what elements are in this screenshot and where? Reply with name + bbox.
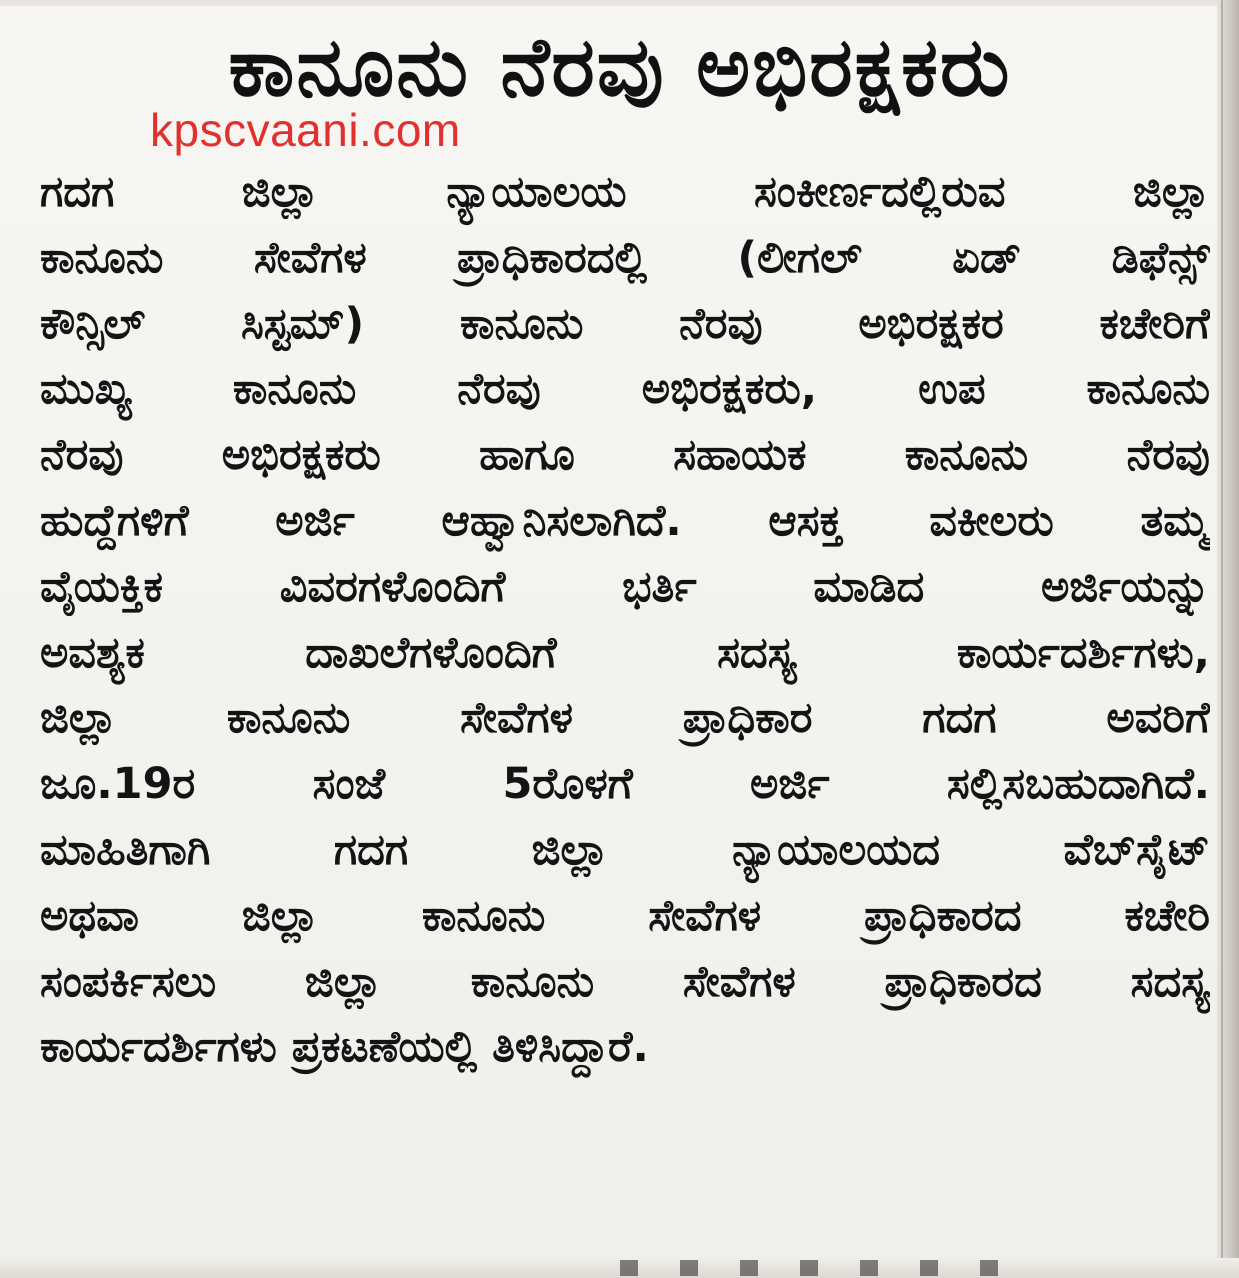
body-line: ಗದಗ ಜಿಲ್ಲಾ ನ್ಯಾಯಾಲಯ ಸಂಕೀರ್ಣದಲ್ಲಿರುವ ಜಿಲ್ಲಾ bbox=[40, 167, 1210, 217]
body-line: ವೈಯಕ್ತಿಕ ವಿವರಗಳೊಂದಿಗೆ ಭರ್ತಿ ಮಾಡಿದ ಅರ್ಜಿಯನ್ನು bbox=[40, 561, 1210, 612]
body-line: ಕಾನೂನು ಸೇವೆಗಳ ಪ್ರಾಧಿಕಾರದಲ್ಲಿ (ಲೀಗಲ್ ಏಡ್ ಡಿಫೆನ್ಸ್ bbox=[40, 232, 1210, 283]
body-line: ಮುಖ್ಯ ಕಾನೂನು ನೆರವು ಅಭಿರಕ್ಷಕರು, ಉಪ ಕಾನೂನು bbox=[40, 364, 1210, 415]
bottom-border bbox=[0, 1258, 1239, 1278]
body-line: ಜೂ.19ರ ಸಂಜೆ 5ರೊಳಗೆ ಅರ್ಜಿ ಸಲ್ಲಿಸಬಹುದಾಗಿದೆ. bbox=[40, 759, 1210, 810]
body-line: ಕೌನ್ಸಿಲ್ ಸಿಸ್ಟಮ್) ಕಾನೂನು ನೆರವು ಅಭಿರಕ್ಷಕರ ಕಚೇರಿಗೆ bbox=[40, 298, 1210, 349]
top-border bbox=[0, 0, 1239, 6]
page-edge-shadow bbox=[1217, 0, 1239, 1278]
article-body bbox=[40, 160, 1210, 1081]
body-line: ಹುದ್ದೆಗಳಿಗೆ ಅರ್ಜಿ ಆಹ್ವಾನಿಸಲಾಗಿದೆ. ಆಸಕ್ತ ವಕೀಲರು ತಮ್ಮ bbox=[40, 495, 1210, 546]
body-line: ನೆರವು ಅಭಿರಕ್ಷಕರು ಹಾಗೂ ಸಹಾಯಕ ಕಾನೂನು ನೆರವು bbox=[40, 430, 1210, 481]
watermark-text: kpscvaani.com bbox=[150, 104, 461, 156]
body-line: ಮಾಹಿತಿಗಾಗಿ ಗದಗ ಜಿಲ್ಲಾ ನ್ಯಾಯಾಲಯದ ವೆಬ್‌ಸೈಟ್ bbox=[40, 824, 1210, 875]
article-headline: ಕಾನೂನು ನೆರವು ಅಭಿರಕ್ಷಕರು bbox=[228, 20, 1012, 115]
body-line: ಜಿಲ್ಲಾ ಕಾನೂನು ಸೇವೆಗಳ ಪ್ರಾಧಿಕಾರ ಗದಗ ಅವರಿಗೆ bbox=[40, 693, 1210, 744]
body-line: ಸಂಪರ್ಕಿಸಲು ಜಿಲ್ಲಾ ಕಾನೂನು ಸೇವೆಗಳ ಪ್ರಾಧಿಕಾರದ ಸದಸ್ಯ bbox=[40, 956, 1210, 1007]
next-article-fragment bbox=[620, 1260, 1040, 1276]
body-line-last: ಕಾರ್ಯದರ್ಶಿಗಳು ಪ್ರಕಟಣೆಯಲ್ಲಿ ತಿಳಿಸಿದ್ದಾರೆ. bbox=[40, 1022, 649, 1073]
body-line: ಅಥವಾ ಜಿಲ್ಲಾ ಕಾನೂನು ಸೇವೆಗಳ ಪ್ರಾಧಿಕಾರದ ಕಚೇರಿ bbox=[40, 890, 1210, 941]
body-line: ಅವಶ್ಯಕ ದಾಖಲೆಗಳೊಂದಿಗೆ ಸದಸ್ಯ ಕಾರ್ಯದರ್ಶಿಗಳು, bbox=[40, 627, 1210, 678]
